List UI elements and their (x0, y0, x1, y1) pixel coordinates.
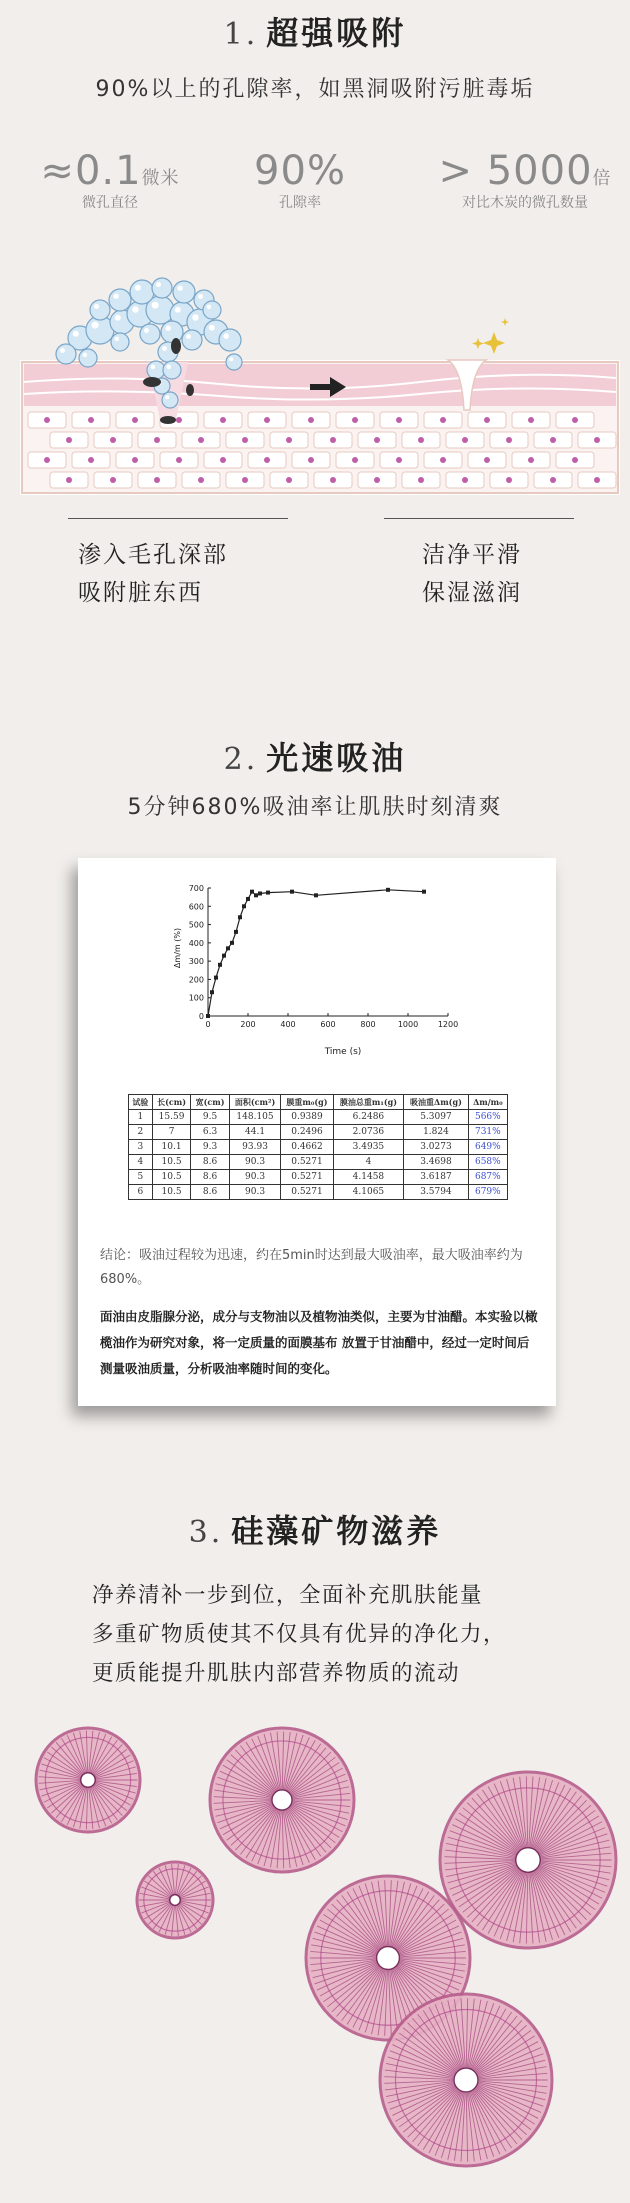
oil-absorption-chart (168, 878, 468, 1058)
bubble-highlight (73, 331, 79, 337)
cell-nucleus (132, 417, 138, 423)
cell-nucleus (594, 477, 600, 483)
section1-title: 超强吸附 (266, 14, 407, 52)
bubble-highlight (115, 337, 120, 342)
table-cell: 0.4662 (281, 1140, 333, 1155)
bubble (109, 289, 131, 311)
effect-line: 渗入毛孔深部 (78, 542, 228, 568)
table-cell: 687% (468, 1170, 507, 1185)
bubble-highlight (144, 328, 149, 333)
chart-y-tick-label: 700 (188, 884, 204, 893)
chart-y-tick-label: 100 (188, 993, 204, 1003)
diatom-center (81, 1773, 96, 1788)
bubble-highlight (198, 294, 203, 299)
bubble-highlight (83, 353, 88, 358)
stat-pore-count (430, 148, 620, 212)
table-cell: 731% (468, 1125, 507, 1140)
chart-data-point (258, 891, 262, 895)
cell-nucleus (462, 477, 468, 483)
chart-x-tick-label: 400 (280, 1020, 296, 1029)
chart-data-point (250, 890, 254, 894)
chart-data-point (222, 954, 226, 958)
section1-subtitle: 90%以上的孔隙率，如黑洞吸附污脏毒垢 (95, 77, 535, 102)
chart-data-point (238, 915, 242, 919)
cell-nucleus (572, 417, 578, 423)
conclusion-text: 结论：吸油过程较为迅速，约在5min时达到最大吸油率，最大吸油率约为680%。 (100, 1248, 523, 1287)
table-cell: 4 (129, 1155, 153, 1170)
chart-x-tick-label: 1000 (397, 1020, 419, 1029)
table-cell: 658% (468, 1155, 507, 1170)
table-cell: 2.0736 (333, 1125, 404, 1140)
cell-nucleus (594, 437, 600, 443)
bubble-highlight (229, 357, 233, 361)
cell-nucleus (572, 457, 578, 463)
table-row (129, 1110, 508, 1125)
table-cell: 0.2496 (281, 1125, 333, 1140)
table-cell: 9.3 (191, 1140, 229, 1155)
cell-nucleus (242, 437, 248, 443)
table-cell: 566% (468, 1110, 507, 1125)
stat-value: ≈0.1 (40, 148, 142, 194)
cell-nucleus (264, 417, 270, 423)
section3-paragraph (92, 1576, 612, 1693)
table-cell: 6.3 (191, 1125, 229, 1140)
bubble-highlight (186, 334, 191, 339)
dirt-particle (160, 416, 176, 424)
bubble-highlight (60, 348, 65, 353)
cell-nucleus (44, 457, 50, 463)
table-row (129, 1140, 508, 1155)
chart-data-point (254, 893, 258, 897)
cell-nucleus (550, 477, 556, 483)
table-header-cell: 长(cm) (152, 1095, 190, 1110)
sparkle-icon (472, 318, 509, 354)
table-cell: 0.9389 (281, 1110, 333, 1125)
chart-data-point (386, 888, 390, 892)
cell-nucleus (66, 437, 72, 443)
section1-heading (0, 8, 630, 54)
cell-nucleus (462, 437, 468, 443)
table-header-cell: 膜重m₀(g) (281, 1095, 333, 1110)
effect-right (422, 536, 522, 612)
cell-nucleus (440, 417, 446, 423)
chart-data-point (226, 946, 230, 950)
bubble (163, 361, 181, 379)
table-cell: 3 (129, 1140, 153, 1155)
skin-absorption-illustration (0, 270, 630, 495)
stat-caption: 孔隙率 (279, 195, 321, 211)
table-cell: 8.6 (191, 1185, 229, 1200)
table-cell: 8.6 (191, 1170, 229, 1185)
table-header-cell: 宽(cm) (191, 1095, 229, 1110)
table-cell: 15.59 (152, 1110, 190, 1125)
paragraph-line: 更质能提升肌肤内部营养物质的流动 (92, 1661, 461, 1686)
bubble-highlight (209, 325, 215, 331)
diatom-center (377, 1947, 400, 1970)
stat-caption: 微孔直径 (82, 195, 138, 211)
chart-data-point (230, 941, 234, 945)
chart-y-tick-label: 500 (188, 920, 204, 930)
chart-ylabel: Δm/m (%) (173, 927, 182, 969)
bubble-highlight (207, 305, 212, 310)
diatom-center (170, 1895, 181, 1906)
cell-nucleus (506, 437, 512, 443)
bubble-highlight (94, 304, 99, 309)
bubble-highlight (92, 322, 99, 329)
table-cell: 4.1458 (333, 1170, 404, 1185)
bubble-highlight (135, 285, 141, 291)
stat-value: > 5000 (438, 148, 593, 194)
chart-data-point (234, 930, 238, 934)
bubble-highlight (223, 333, 229, 339)
bubble (226, 354, 242, 370)
chart-y-tick-label: 300 (188, 957, 204, 967)
cell-nucleus (154, 477, 160, 483)
table-header-cell: 吸油重Δm(g) (404, 1095, 469, 1110)
bubble-highlight (167, 365, 172, 370)
chart-x-tick-label: 600 (320, 1020, 336, 1029)
stat-caption: 对比木炭的微孔数量 (462, 195, 588, 211)
cell-nucleus (330, 477, 336, 483)
chart-y-tick-label: 600 (188, 902, 204, 912)
chart-x-tick-label: 1200 (437, 1020, 459, 1029)
cell-nucleus (176, 417, 182, 423)
chart-series-line (208, 890, 424, 1016)
bubble (111, 333, 129, 351)
table-row (129, 1125, 508, 1140)
chart-data-point (206, 1014, 210, 1018)
table-cell: 9.5 (191, 1110, 229, 1125)
cell-nucleus (352, 457, 358, 463)
chart-data-point (314, 893, 318, 897)
table-cell: 93.93 (229, 1140, 281, 1155)
table-cell: 148.105 (229, 1110, 281, 1125)
table-cell: 0.5271 (281, 1185, 333, 1200)
paragraph-line: 多重矿物质使其不仅具有优异的净化力， (92, 1622, 507, 1647)
table-header-cell: Δm/m₀ (468, 1095, 507, 1110)
diatom (137, 1862, 213, 1938)
cell-nucleus (484, 457, 490, 463)
section2-number: 2. (223, 742, 259, 777)
table-cell: 0.5271 (281, 1170, 333, 1185)
bubble-highlight (165, 325, 171, 331)
cell-nucleus (374, 437, 380, 443)
cell-nucleus (352, 417, 358, 423)
bubble (219, 329, 241, 351)
bubble (162, 392, 178, 408)
oil-absorption-table (128, 1094, 508, 1200)
cell-nucleus (110, 477, 116, 483)
bubble-highlight (192, 314, 199, 321)
bubble (173, 281, 195, 303)
stat-porosity (235, 148, 365, 212)
dirt-particle (171, 338, 181, 354)
cell-nucleus (374, 477, 380, 483)
bubble-highlight (162, 346, 167, 351)
bubble-highlight (113, 293, 119, 299)
section3-title: 硅藻矿物滋养 (231, 1512, 442, 1550)
cell-nucleus (88, 417, 94, 423)
cell-nucleus (308, 457, 314, 463)
table-header-row (129, 1095, 508, 1110)
bubble (147, 361, 165, 379)
table-cell: 3.0273 (404, 1140, 469, 1155)
cell-nucleus (44, 417, 50, 423)
bubble (182, 330, 202, 350)
cell-nucleus (308, 417, 314, 423)
cell-nucleus (198, 437, 204, 443)
table-header-cell: 膜油总重m₁(g) (333, 1095, 404, 1110)
cell-nucleus (330, 437, 336, 443)
table-cell: 5.3097 (404, 1110, 469, 1125)
chart-y-tick-label: 400 (188, 938, 204, 948)
divider-left (68, 518, 288, 519)
bubble (152, 278, 172, 298)
cell-nucleus (176, 457, 182, 463)
bubble (56, 344, 76, 364)
section2-subtitle: 5分钟680%吸油率让肌肤时刻清爽 (127, 795, 503, 820)
table-row (129, 1155, 508, 1170)
bubble (203, 301, 221, 319)
section3-number: 3. (188, 1515, 224, 1550)
table-cell: 7 (152, 1125, 190, 1140)
bubble (161, 321, 183, 343)
table-cell: 0.5271 (281, 1155, 333, 1170)
bubble (140, 324, 160, 344)
table-cell: 2 (129, 1125, 153, 1140)
diatom (440, 1772, 616, 1948)
table-cell: 3.4935 (333, 1140, 404, 1155)
cell-nucleus (286, 477, 292, 483)
chart-x-tick-label: 200 (240, 1020, 256, 1029)
section3-heading (0, 1506, 630, 1552)
table-cell: 10.5 (152, 1185, 190, 1200)
chart-xlabel: Time (s) (324, 1047, 362, 1057)
chart-y-tick-label: 0 (198, 1012, 204, 1021)
research-paper-card (78, 858, 556, 1406)
table-cell: 5 (129, 1170, 153, 1185)
bubble (130, 280, 154, 304)
table-cell: 3.4698 (404, 1155, 469, 1170)
diatom (210, 1728, 354, 1872)
stat-pore-diameter (30, 148, 190, 212)
cell-nucleus (396, 417, 402, 423)
cell-nucleus (528, 457, 534, 463)
stat-value: 90% (254, 148, 346, 194)
bubble (90, 300, 110, 320)
table-cell: 44.1 (229, 1125, 281, 1140)
cell-nucleus (242, 477, 248, 483)
diatom-center (516, 1848, 541, 1873)
cell-nucleus (220, 457, 226, 463)
effect-line: 吸附脏东西 (78, 580, 203, 606)
cell-nucleus (154, 437, 160, 443)
section2-heading (0, 733, 630, 779)
cell-nucleus (286, 437, 292, 443)
diatom (380, 1994, 552, 2166)
table-header-cell: 面积(cm²) (229, 1095, 281, 1110)
cell-nucleus (418, 477, 424, 483)
bubble-highlight (152, 302, 159, 309)
bubble-highlight (151, 365, 156, 370)
cell-nucleus (264, 457, 270, 463)
table-cell: 1 (129, 1110, 153, 1125)
table-cell: 3.6187 (404, 1170, 469, 1185)
chart-data-point (290, 890, 294, 894)
cell-nucleus (396, 457, 402, 463)
diatom-center (454, 2068, 478, 2092)
cell-nucleus (66, 477, 72, 483)
chart-x-tick-label: 0 (205, 1020, 211, 1029)
stat-unit: 微米 (141, 168, 180, 189)
cell-nucleus (550, 437, 556, 443)
table-cell: 4 (333, 1155, 404, 1170)
dirt-particle (143, 377, 161, 387)
cell-nucleus (110, 437, 116, 443)
chart-data-point (218, 963, 222, 967)
cell-nucleus (198, 477, 204, 483)
cell-nucleus (88, 457, 94, 463)
chart-y-tick-label: 200 (188, 975, 204, 985)
cell-nucleus (506, 477, 512, 483)
table-cell: 10.1 (152, 1140, 190, 1155)
table-cell: 1.824 (404, 1125, 469, 1140)
table-cell: 90.3 (229, 1155, 281, 1170)
section2-title: 光速吸油 (266, 739, 407, 777)
bubble-highlight (165, 395, 169, 399)
bubble-highlight (156, 282, 161, 287)
chart-x-tick-label: 800 (360, 1020, 376, 1029)
divider-right (384, 518, 574, 519)
diatom-microscope-image (0, 1700, 630, 2203)
table-cell: 3.5794 (404, 1185, 469, 1200)
table-cell: 6.2486 (333, 1110, 404, 1125)
table-row (129, 1185, 508, 1200)
table-cell: 10.5 (152, 1155, 190, 1170)
section1-number: 1. (223, 17, 259, 52)
diatom-center (272, 1790, 292, 1810)
effect-line: 保湿滋润 (422, 580, 522, 606)
stat-unit: 倍 (592, 168, 612, 189)
bubble-highlight (132, 306, 139, 313)
table-row (129, 1170, 508, 1185)
table-cell: 90.3 (229, 1185, 281, 1200)
effect-left (78, 536, 228, 612)
table-cell: 90.3 (229, 1170, 281, 1185)
chart-data-point (246, 897, 250, 901)
chart-data-point (214, 976, 218, 980)
table-cell: 8.6 (191, 1155, 229, 1170)
table-cell: 6 (129, 1185, 153, 1200)
table-cell: 649% (468, 1140, 507, 1155)
cell-nucleus (220, 417, 226, 423)
table-cell: 4.1065 (333, 1185, 404, 1200)
table-cell: 679% (468, 1185, 507, 1200)
cell-nucleus (418, 437, 424, 443)
chart-data-point (422, 890, 426, 894)
bubble (79, 349, 97, 367)
table-cell: 10.5 (152, 1170, 190, 1185)
effect-line: 洁净平滑 (422, 542, 522, 568)
paragraph-line: 净养清补一步到位，全面补充肌肤能量 (92, 1583, 484, 1608)
cell-nucleus (484, 417, 490, 423)
cell-nucleus (528, 417, 534, 423)
bubble-highlight (175, 307, 181, 313)
bubble-highlight (177, 285, 183, 291)
diatom (36, 1728, 140, 1832)
dirt-particle (186, 384, 194, 396)
cell-nucleus (440, 457, 446, 463)
chart-data-point (266, 891, 270, 895)
cell-nucleus (132, 457, 138, 463)
bubble-highlight (115, 315, 121, 321)
chart-data-point (242, 904, 246, 908)
table-header-cell: 试验 (129, 1095, 153, 1110)
chart-data-point (210, 990, 214, 994)
experiment-description: 面油由皮脂腺分泌，成分与支物油以及植物油类似，主要为甘油醋。本实验以橄榄油作为研究对象，将一定质量的面膜基布 放置于甘油醋中，经过一定时间后测量吸油质量，分析吸油率随时间的变化。 (100, 1309, 538, 1376)
